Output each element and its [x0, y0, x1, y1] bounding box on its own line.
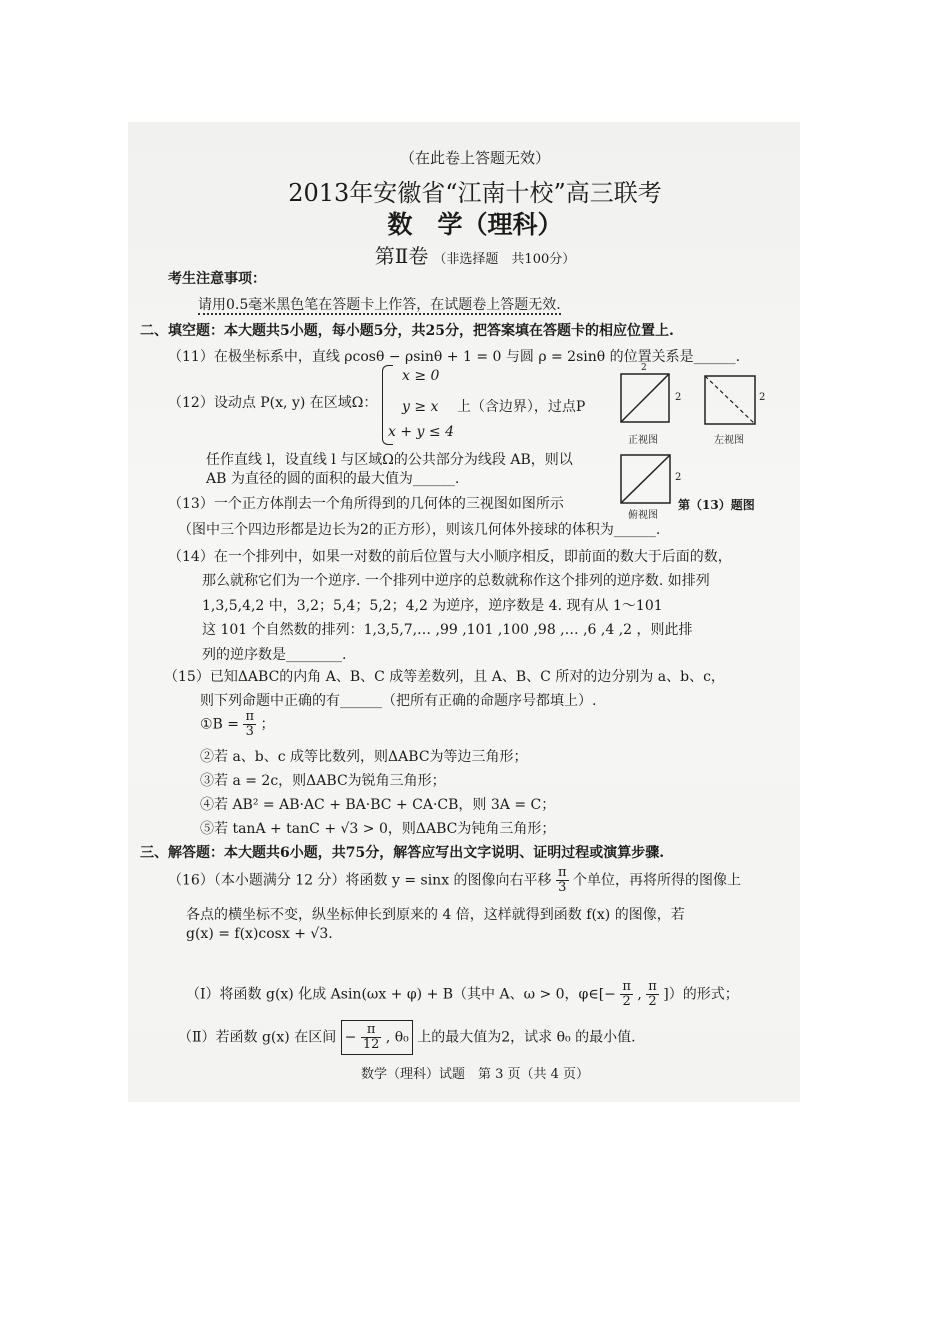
question-14-line2: 那么就称它们为一个逆序. 一个排列中逆序的总数就称作这个排列的逆序数. 如排列: [202, 573, 710, 589]
invalid-notice: （在此卷上答题无效）: [399, 149, 550, 167]
part2-post: 上的最大值为2，试求 θ₀ 的最小值.: [417, 1029, 636, 1046]
exam-title: 2013年安徽省“江南十校”高三联考: [288, 179, 662, 207]
interval-num: π: [361, 1023, 382, 1038]
left-dim-side: 2: [759, 392, 766, 403]
part2-pre: （Ⅱ）若函数 g(x) 在区间: [178, 1029, 337, 1046]
top-view: [621, 455, 670, 503]
question-14-line4: 这 101 个自然数的排列：1,3,5,7,… ,99 ,101 ,100 ,98 ,… ,6 ,4 ,2 ，则此排: [202, 622, 693, 638]
shift-fraction: [556, 866, 569, 895]
question-16-line3: g(x) = f(x)cosx + √3.: [186, 926, 333, 942]
question-16-part1: [186, 980, 739, 1009]
question-16-line1-pre: （16）（本小题满分 12 分）将函数 y = sinx 的图像向右平移: [168, 872, 552, 889]
condition-2-tail: 上（含边界），过点P: [456, 399, 586, 415]
subject-title: 数 学（理科）: [387, 210, 563, 239]
question-15-line1: （15）已知ΔABC的内角 A、B、C 成等差数列，且 A、B、C 所对的边分别为 a、b、c，: [164, 669, 725, 685]
interval-tail: , θ₀: [385, 1029, 409, 1046]
question-14-line1: （14）在一个排列中，如果一对数的前后位置与大小顺序相反，即前面的数大于后面的数，: [168, 549, 732, 565]
question-14-line3: 1,3,5,4,2 中，3,2；5,4；5,2；4,2 为逆序，逆序数是 4. 现有从 1～101: [202, 598, 663, 614]
instructions-heading: 考生注意事项：: [168, 271, 266, 287]
question-16-line1: [168, 866, 741, 895]
condition-2: y ≥ x: [402, 399, 439, 415]
question-13-line1: （13）一个正方体削去一个角所得到的几何体的三视图如图所示: [168, 496, 564, 512]
question-16-line1-post: 个单位，再将所得的图像上: [573, 872, 741, 889]
option-2: ②若 a、b、c 成等比数列，则ΔABC为等边三角形；: [200, 749, 528, 765]
top-view-label: 俯视图: [628, 510, 658, 521]
part1-num-a: π: [622, 979, 631, 994]
front-dim-side: 2: [675, 392, 682, 403]
option-1-pre: ①B =: [200, 716, 240, 733]
front-dim-top: 2: [641, 363, 647, 373]
question-13-line2: （图中三个四边形都是边长为2的正方形），则该几何体外接球的体积为______.: [178, 522, 661, 538]
question-16-part2: [178, 1020, 636, 1055]
part1-post: ]）的形式；: [663, 986, 739, 1003]
section-3-heading: 三、解答题：本大题共6小题，共75分，解答应写出文字说明、证明过程或演算步骤.: [140, 845, 665, 861]
section-2-heading: 二、填空题：本大题共5小题，每小题5分，共25分，把答案填在答题卡的相应位置上.: [140, 323, 674, 339]
part1-fraction-b: [646, 980, 659, 1009]
interval-den: 12: [362, 1037, 380, 1052]
part1-fraction-a: [620, 980, 633, 1009]
left-view-label: 左视图: [714, 435, 744, 446]
instructions-body: 请用0.5毫米黑色笔在答题卡上作答，在试题卷上答题无效.: [198, 297, 561, 313]
interval: [341, 1020, 413, 1055]
shift-den: 3: [558, 880, 567, 895]
interval-fraction: [361, 1023, 382, 1052]
top-dim-side: 2: [675, 472, 682, 483]
page-footer: 数学（理科）试题 第 3 页（共 4 页）: [360, 1067, 590, 1082]
front-view: [621, 374, 669, 422]
condition-3: x + y ≤ 4: [388, 424, 454, 440]
option-1-fraction: [243, 710, 256, 739]
part1-num-b: π: [648, 979, 657, 994]
question-15-line2: 则下列命题中正确的有______（把所有正确的命题序号都填上）.: [200, 693, 597, 709]
volume-label: 第Ⅱ卷: [374, 244, 429, 268]
part1-pre: （Ⅰ）将函数 g(x) 化成 Asin(ωx + φ) + B（其中 A、ω > 0，φ∈[−: [186, 986, 616, 1003]
option-3: ③若 a = 2c，则ΔABC为锐角三角形；: [200, 773, 446, 789]
question-12-line3: AB 为直径的圆的面积的最大值为______.: [206, 471, 460, 487]
option-5: ⑤若 tanA + tanC + √3 > 0，则ΔABC为钝角三角形；: [200, 821, 556, 837]
part1-den-b: 2: [648, 994, 657, 1009]
option-1-post: ；: [260, 716, 275, 733]
figure-caption: 第（13）题图: [678, 498, 755, 512]
option-1: [200, 710, 274, 739]
question-16-line2: 各点的横坐标不变，纵坐标伸长到原来的 4 倍，这样就得到函数 f(x) 的图像，若: [186, 907, 685, 923]
shift-num: π: [558, 865, 567, 880]
volume-note: （非选择题 共100分）: [433, 252, 576, 267]
question-14-line5: 列的逆序数是________.: [202, 647, 347, 663]
part1-mid: ,: [637, 986, 642, 1003]
question-12-lead: （12）设动点 P(x, y) 在区域Ω：: [168, 395, 378, 411]
option-1-den: 3: [245, 724, 254, 739]
front-view-label: 正视图: [628, 435, 658, 446]
question-12-line2: 任作直线 l，设直线 l 与区域Ω的公共部分为线段 AB，则以: [206, 452, 573, 468]
left-view: [705, 376, 755, 424]
option-4: ④若 AB² = AB·AC + BA·BC + CA·CB，则 3A = C；: [200, 797, 556, 813]
question-11: （11）在极坐标系中，直线 ρcosθ − ρsinθ + 1 = 0 与圆 ρ = 2sinθ 的位置关系是______.: [168, 349, 741, 365]
interval-lead: −: [344, 1029, 357, 1046]
part1-den-a: 2: [622, 994, 631, 1009]
option-1-num: π: [245, 709, 255, 724]
condition-1: x ≥ 0: [402, 368, 440, 384]
